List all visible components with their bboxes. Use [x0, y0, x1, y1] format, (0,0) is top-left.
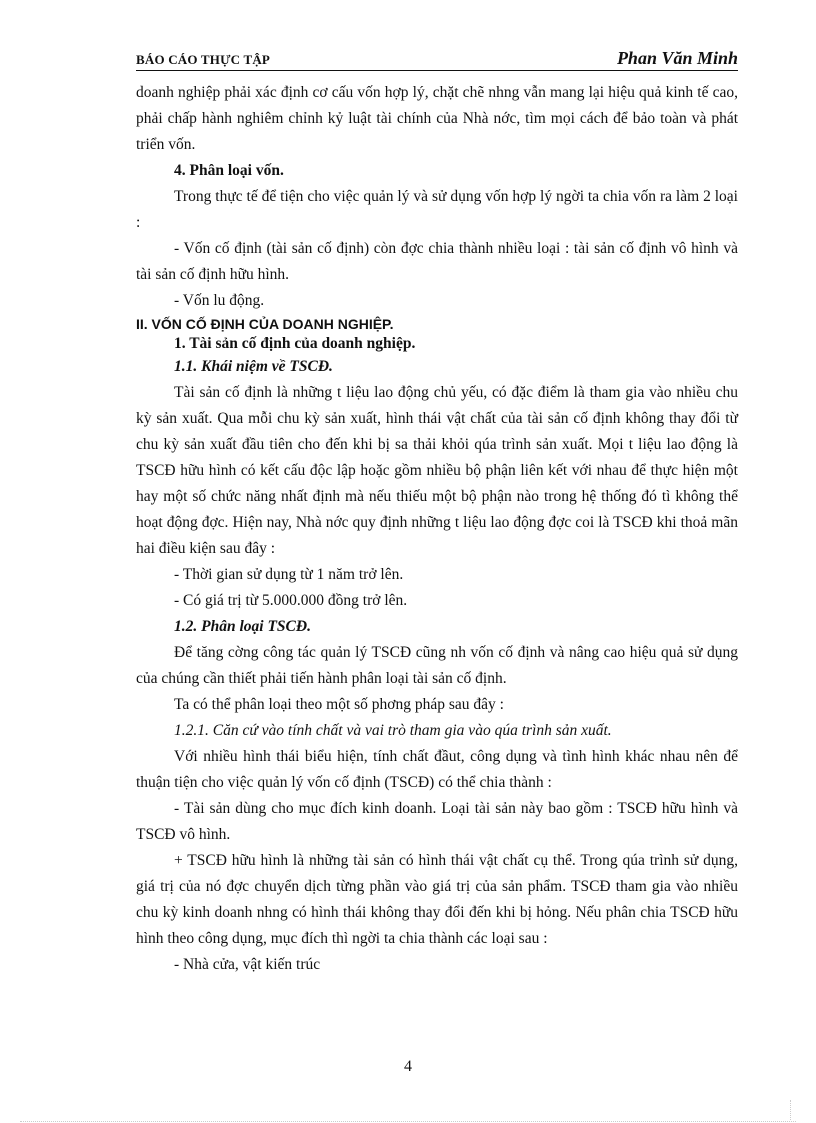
page-number: 4 — [404, 1058, 412, 1075]
document-body — [136, 80, 738, 978]
list-item: - Nhà cửa, vật kiến trúc — [174, 956, 321, 973]
report-title: BÁO CÁO THỰC TẬP — [136, 52, 271, 67]
paragraph: Tài sản cố định là những t liệu lao động chủ yếu, có đặc điểm là tham gia vào nhiều chu kỳ sản xuất. Qua mỗi chu kỳ sản xuất, hình thái vật chất của tài sản cố định không thay đổi từ chu kỳ sản xuất đầu tiên cho đến khi bị sa thải khỏi qúa trình sản xuất. Mọi t liệu lao động là TSCĐ hữu hình có kết cấu độc lập hoặc gồm nhiều bộ phận liên kết với nhau để thực hiện một hay một số chức năng nhất định mà nếu thiếu một bộ phận nào trong hệ thống đó tì không thể hoạt động đợc. Hiện nay, Nhà nớc quy định những t liệu lao động đợc coi là TSCĐ khi thoả mãn hai điều kiện sau đây : — [136, 384, 738, 557]
paragraph: doanh nghiệp phải xác định cơ cấu vốn hợp lý, chặt chẽ nhng vẫn mang lại hiệu quả kinh tế cao, phải chấp hành nghiêm chỉnh kỷ luật tài chính của Nhà nớc, tìm mọi cách để bảo toàn và phát triển vốn. — [136, 84, 738, 153]
paragraph: Ta có thể phân loại theo một số phơng pháp sau đây : — [174, 696, 504, 713]
list-item: - Vốn cố định (tài sản cố định) còn đợc chia thành nhiều loại : tài sản cố định vô hình và tài sản cố định hữu hình. — [136, 240, 738, 283]
section-heading: 1. Tài sản cố định của doanh nghiệp. — [174, 335, 416, 352]
paragraph: Với nhiều hình thái biểu hiện, tính chất đầut, công dụng và tình hình khác nhau nên để thuận tiện cho việc quản lý vốn cố định (TSCĐ) có thể chia thành : — [136, 748, 738, 791]
subsubsection-heading: 1.2.1. Căn cứ vào tính chất và vai trò tham gia vào qúa trình sản xuất. — [174, 722, 612, 739]
list-item: - Tài sản dùng cho mục đích kinh doanh. Loại tài sản này bao gồm : TSCĐ hữu hình và TSCĐ vô hình. — [136, 800, 738, 843]
page-corner-mark — [790, 1100, 792, 1120]
section-heading: 4. Phân loại vốn. — [174, 162, 284, 179]
author-name: Phan Văn Minh — [616, 48, 738, 68]
paragraph: Để tăng cờng công tác quản lý TSCĐ cũng nh vốn cố định và nâng cao hiệu quả sử dụng của chúng cần thiết phải tiến hành phân loại tài sản cố định. — [136, 644, 738, 687]
subsection-heading: 1.2. Phân loại TSCĐ. — [174, 618, 311, 635]
list-item: - Vốn lu động. — [174, 292, 265, 309]
subsection-heading: 1.1. Khái niệm về TSCĐ. — [174, 358, 333, 375]
list-item: - Thời gian sử dụng từ 1 năm trở lên. — [174, 566, 404, 583]
chapter-heading: II. VỐN CỐ ĐỊNH CỦA DOANH NGHIỆP. — [136, 316, 394, 332]
page-header — [136, 50, 738, 71]
list-item: + TSCĐ hữu hình là những tài sản có hình thái vật chất cụ thể. Trong qúa trình sử dụng, giá trị của nó đợc chuyển dịch từng phần vào giá trị của sản phẩm. TSCĐ tham gia vào nhiều chu kỳ kinh doanh nhng có hình thái không thay đổi đến khi bị hỏng. Nếu phân chia TSCĐ hữu hình theo công dụng, mục đích thì ngời ta chia thành các loại sau : — [136, 852, 738, 947]
paragraph: Trong thực tế để tiện cho việc quản lý và sử dụng vốn hợp lý ngời ta chia vốn ra làm 2 loại : — [136, 188, 738, 231]
page-border — [20, 1121, 796, 1122]
list-item: - Có giá trị từ 5.000.000 đồng trở lên. — [174, 592, 408, 609]
